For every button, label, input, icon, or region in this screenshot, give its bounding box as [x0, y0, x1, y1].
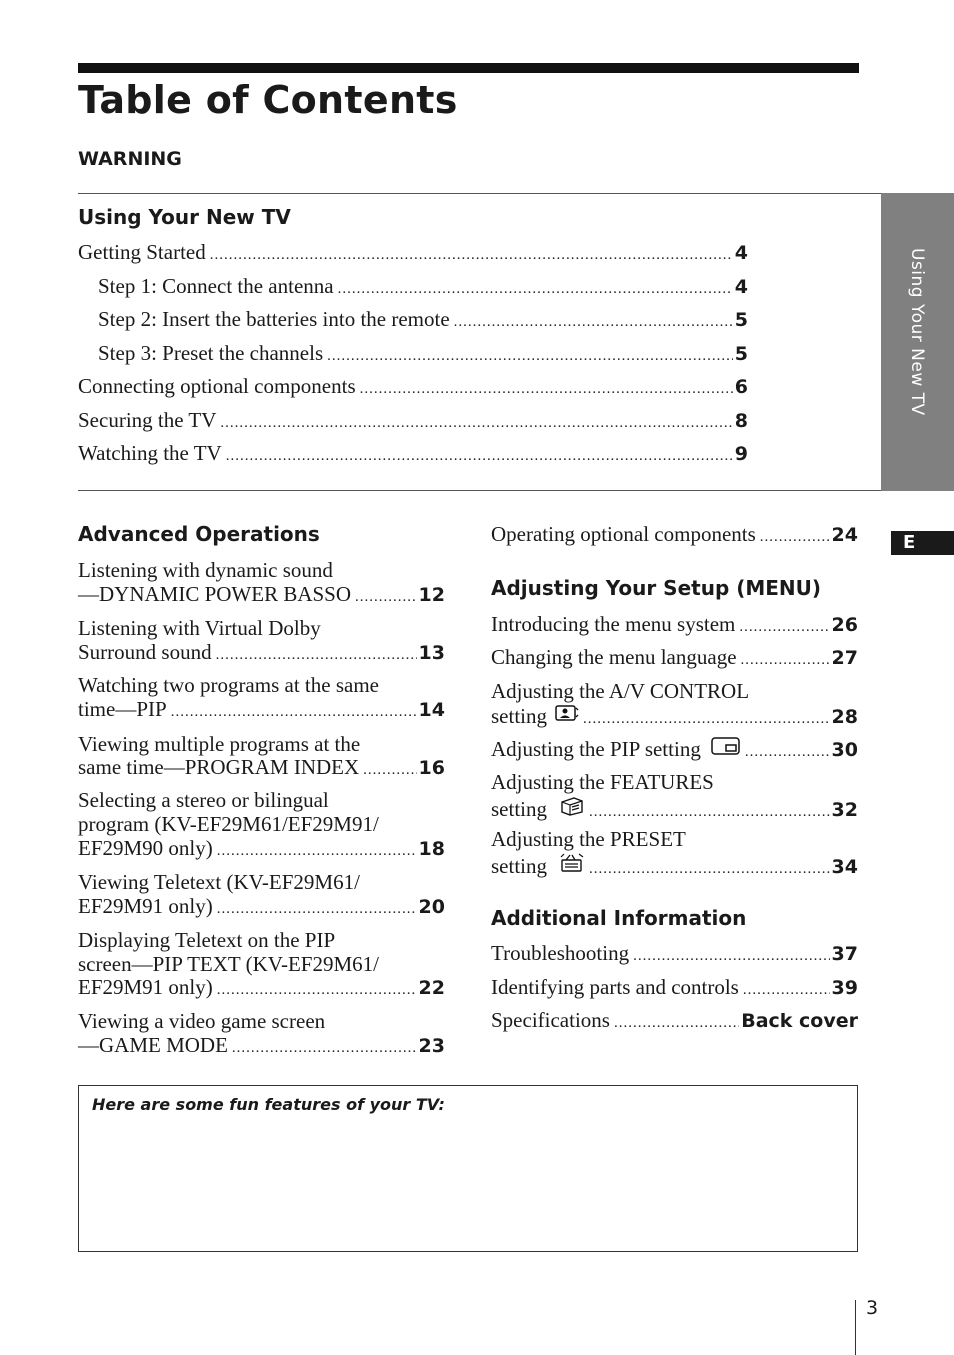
toc-entry[interactable]: [491, 645, 858, 672]
toc-entry[interactable]: [491, 1008, 858, 1035]
toc-entry[interactable]: [78, 1033, 445, 1060]
toc-entry[interactable]: [491, 703, 858, 731]
toc-entry[interactable]: [491, 522, 858, 549]
toc-entry-page: 8: [734, 410, 748, 432]
side-tab-label: Using Your New TV: [907, 248, 928, 416]
section-heading-using: Using Your New TV: [78, 205, 291, 229]
toc-entry[interactable]: [78, 755, 445, 782]
preset-icon: [559, 851, 585, 873]
toc-entry-text: Watching two programs at the same: [78, 673, 379, 697]
toc-entry-page: 14: [418, 699, 445, 721]
toc-entry-text: screen—PIP TEXT (KV-EF29M61/: [78, 952, 379, 976]
toc-entry[interactable]: [491, 851, 858, 881]
toc-entry-page: 6: [734, 376, 748, 398]
toc-entry[interactable]: [78, 582, 445, 609]
toc-entry[interactable]: [78, 441, 748, 468]
toc-entry-text: Listening with dynamic sound: [78, 558, 333, 582]
section-heading-advanced: Advanced Operations: [78, 522, 320, 546]
toc-entry-text: Adjusting the PRESET: [491, 827, 686, 851]
toc-entry-text: Adjusting the A/V CONTROL: [491, 679, 750, 703]
leader-dots: [171, 700, 417, 724]
leader-dots: [739, 615, 829, 639]
toc-entry[interactable]: [98, 341, 748, 368]
toc-entry-page: 20: [418, 896, 445, 918]
toc-entry-page: 34: [831, 856, 858, 878]
toc-entry-page: 16: [418, 757, 445, 779]
toc-entry-text: Operating optional components: [491, 522, 756, 546]
toc-entry-text: Watching the TV: [78, 441, 222, 465]
toc-entry-text: Step 1: Connect the antenna: [98, 274, 334, 298]
toc-entry-page: 9: [734, 443, 748, 465]
leader-dots: [760, 525, 830, 549]
toc-entry[interactable]: [491, 612, 858, 639]
leader-dots: [745, 740, 830, 764]
toc-entry-text: setting: [491, 704, 547, 728]
toc-entry-text: EF29M90 only): [78, 836, 213, 860]
section-heading-additional: Additional Information: [491, 906, 747, 930]
toc-entry-page: 28: [831, 706, 858, 728]
toc-entry-page: 5: [734, 309, 748, 331]
toc-entry-page: 30: [831, 739, 858, 761]
toc-entry-text: EF29M91 only): [78, 894, 213, 918]
toc-entry-text: Identifying parts and controls: [491, 975, 739, 999]
leader-dots: [216, 643, 417, 667]
toc-entry[interactable]: [78, 697, 445, 724]
toc-entry[interactable]: [491, 941, 858, 968]
toc-entry[interactable]: [98, 307, 748, 334]
toc-entry-page: 22: [418, 977, 445, 999]
toc-entry-text: setting: [491, 797, 547, 821]
pip-icon: [711, 736, 741, 756]
toc-entry[interactable]: [78, 374, 748, 401]
toc-entry-text: Surround sound: [78, 640, 212, 664]
toc-entry[interactable]: [78, 836, 445, 863]
leader-dots: [232, 1036, 417, 1060]
toc-entry[interactable]: [78, 975, 445, 1002]
toc-entry-page: 26: [831, 614, 858, 636]
leader-dots: [220, 411, 732, 435]
toc-entry-text: Selecting a stereo or bilingual: [78, 788, 329, 812]
leader-dots: [210, 243, 733, 267]
features-box-caption: Here are some fun features of your TV:: [92, 1095, 445, 1114]
leader-dots: [589, 800, 830, 824]
leader-dots: [614, 1011, 739, 1035]
toc-entry-text: Step 3: Preset the channels: [98, 341, 324, 365]
leader-dots: [633, 944, 829, 968]
toc-entry-page: Back cover: [741, 1010, 858, 1032]
toc-entry-page: 39: [831, 977, 858, 999]
toc-entry-page: 23: [418, 1035, 445, 1057]
title-bar: [78, 63, 859, 73]
leader-dots: [583, 707, 830, 731]
toc-entry-text: Viewing multiple programs at the: [78, 732, 361, 756]
leader-dots: [363, 758, 416, 782]
toc-entry-text: Securing the TV: [78, 408, 217, 432]
warning-link[interactable]: WARNING: [78, 148, 182, 170]
leader-dots: [217, 897, 417, 921]
toc-entry[interactable]: [98, 274, 748, 301]
toc-entry-text: program (KV-EF29M61/EF29M91/: [78, 812, 379, 836]
toc-entry-page: 13: [418, 642, 445, 664]
toc-entry-page: 5: [734, 343, 748, 365]
divider: [78, 490, 881, 491]
toc-entry-text: same time—PROGRAM INDEX: [78, 755, 360, 779]
toc-entry-page: 32: [831, 799, 858, 821]
toc-entry[interactable]: [78, 894, 445, 921]
toc-entry-text: Viewing Teletext (KV-EF29M61/: [78, 870, 360, 894]
toc-entry-text: Step 2: Insert the batteries into the remote: [98, 307, 450, 331]
toc-entry-page: 37: [831, 943, 858, 965]
leader-dots: [589, 857, 830, 881]
toc-entry-text: Viewing a video game screen: [78, 1009, 326, 1033]
toc-entry-text: Changing the menu language: [491, 645, 737, 669]
features-icon: [559, 794, 585, 816]
toc-entry[interactable]: [78, 408, 748, 435]
leader-dots: [355, 585, 417, 609]
leader-dots: [327, 344, 733, 368]
toc-entry-text: Adjusting the PIP setting: [491, 737, 701, 761]
toc-entry-text: Specifications: [491, 1008, 610, 1032]
toc-entry[interactable]: [78, 240, 748, 267]
toc-entry-page: 24: [831, 524, 858, 546]
toc-entry-text: Troubleshooting: [491, 941, 630, 965]
toc-entry-text: setting: [491, 854, 547, 878]
leader-dots: [454, 310, 733, 334]
toc-entry-text: —DYNAMIC POWER BASSO: [78, 582, 352, 606]
toc-entry-text: Getting Started: [78, 240, 206, 264]
leader-dots: [360, 377, 733, 401]
leader-dots: [741, 648, 830, 672]
leader-dots: [743, 978, 830, 1002]
section-heading-setup: Adjusting Your Setup (MENU): [491, 576, 822, 600]
leader-dots: [338, 277, 733, 301]
av-control-icon: [555, 703, 579, 723]
toc-entry-text: Displaying Teletext on the PIP: [78, 928, 336, 952]
toc-entry[interactable]: [491, 975, 858, 1002]
leader-dots: [217, 839, 417, 863]
page-title: Table of Contents: [78, 78, 458, 122]
leader-dots: [226, 444, 733, 468]
toc-entry-page: 12: [418, 584, 445, 606]
toc-entry-text: Adjusting the FEATURES: [491, 770, 714, 794]
toc-entry-text: —GAME MODE: [78, 1033, 228, 1057]
toc-entry-page: 4: [734, 242, 748, 264]
toc-entry-text: time—PIP: [78, 697, 167, 721]
leader-dots: [217, 978, 417, 1002]
toc-entry-text: Listening with Virtual Dolby: [78, 616, 321, 640]
divider: [78, 193, 881, 194]
language-tab: E: [891, 531, 954, 555]
toc-entry-text: Introducing the menu system: [491, 612, 736, 636]
features-box: [78, 1085, 858, 1252]
page-number: 3: [866, 1297, 879, 1319]
toc-entry-text: Connecting optional components: [78, 374, 356, 398]
toc-entry-text: EF29M91 only): [78, 975, 213, 999]
toc-entry[interactable]: [491, 794, 858, 824]
toc-entry[interactable]: [78, 640, 445, 667]
toc-entry-page: 4: [734, 276, 748, 298]
toc-entry-page: 27: [831, 647, 858, 669]
side-tab: [881, 193, 954, 491]
page-number-rule: [855, 1300, 856, 1355]
toc-entry[interactable]: [491, 736, 858, 764]
toc-entry-page: 18: [418, 838, 445, 860]
